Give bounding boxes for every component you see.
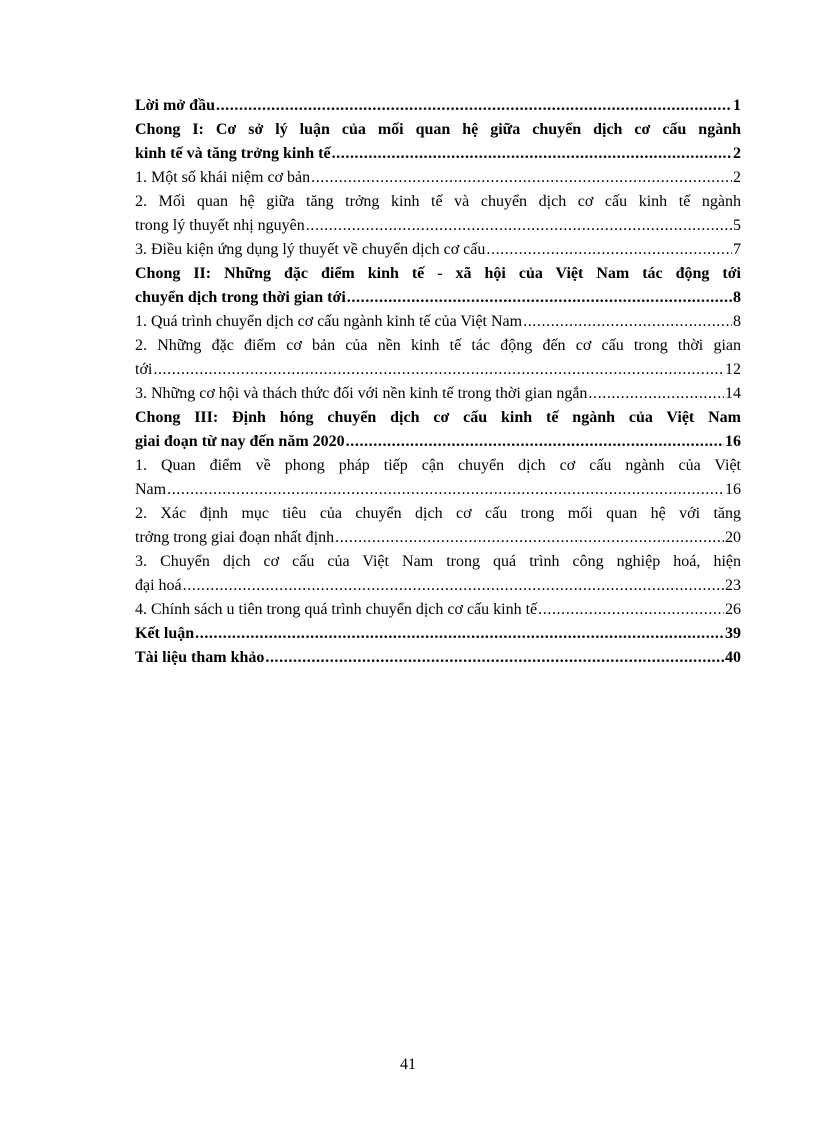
toc-entry-title: tới [135, 361, 153, 378]
toc-entry [135, 646, 741, 670]
toc-leader-dots [195, 622, 724, 646]
toc-leader-dots [216, 94, 732, 118]
toc-entry [135, 622, 741, 646]
toc-entry [135, 310, 741, 334]
toc-page-number: 2 [733, 169, 741, 186]
toc-page-number: 5 [733, 217, 741, 234]
toc-entry-title-line: 1. Quan điểm về phong pháp tiếp cận chuyển dịch cơ cấu ngành của Việt [135, 457, 741, 474]
toc-entry-title-line: 2. Những đặc điểm cơ bản của nền kinh tế tác động đến cơ cấu trong thời gian [135, 337, 741, 354]
toc-entry [135, 334, 741, 382]
toc-leader-dots [335, 526, 724, 550]
toc-leader-dots [486, 238, 732, 262]
toc-page-number: 12 [725, 361, 741, 378]
toc-entry-title-line: Chong I: Cơ sở lý luận của mối quan hệ giữa chuyển dịch cơ cấu ngành [135, 121, 741, 138]
toc-entry-title-line: Chong II: Những đặc điểm kinh tế - xã hội của Việt Nam tác động tới [135, 265, 741, 282]
toc-entry [135, 382, 741, 406]
toc-entry-title: Tài liệu tham khảo [135, 649, 265, 666]
toc-entry [135, 406, 741, 454]
toc-page-number: 14 [725, 385, 741, 402]
toc-entry-title-line: 2. Mối quan hệ giữa tăng trởng kinh tế và chuyển dịch cơ cấu kinh tế ngành [135, 193, 741, 210]
toc-entry-title: kinh tế và tăng trởng kinh tế [135, 145, 331, 162]
toc-page-number: 39 [725, 625, 741, 642]
toc-entry-title: chuyển dịch trong thời gian tới [135, 289, 346, 306]
toc-entry [135, 502, 741, 550]
toc-entry-title: đại hoá [135, 577, 182, 594]
toc-leader-dots [332, 142, 732, 166]
toc-page-number: 20 [725, 529, 741, 546]
toc-entry-title: 3. Những cơ hội và thách thức đối với nền kinh tế trong thời gian ngắn [135, 385, 588, 402]
toc-entry [135, 94, 741, 118]
toc-page-number: 40 [725, 649, 741, 666]
toc-page-number: 8 [733, 289, 741, 306]
toc-entry-title: Lời mở đầu [135, 97, 215, 114]
toc-leader-dots [311, 166, 732, 190]
toc-leader-dots [265, 646, 724, 670]
toc-entry-title-line: 3. Chuyển dịch cơ cấu của Việt Nam trong quá trình công nghiệp hoá, hiện [135, 553, 741, 570]
page-number: 41 [400, 1056, 416, 1073]
toc-entry-title: 1. Quá trình chuyển dịch cơ cấu ngành kinh tế của Việt Nam [135, 313, 523, 330]
toc-leader-dots [167, 478, 724, 502]
toc-entry [135, 190, 741, 238]
table-of-contents [135, 94, 741, 670]
toc-page-number: 16 [725, 481, 741, 498]
toc-entry [135, 118, 741, 166]
toc-page-number: 1 [733, 97, 741, 114]
toc-entry-title: giai đoạn từ nay đến năm 2020 [135, 433, 345, 450]
toc-entry [135, 550, 741, 598]
toc-page-number: 7 [733, 241, 741, 258]
toc-entry-title: 1. Một số khái niệm cơ bản [135, 169, 311, 186]
toc-leader-dots [538, 598, 724, 622]
toc-leader-dots [306, 214, 732, 238]
toc-leader-dots [346, 430, 724, 454]
toc-entry [135, 238, 741, 262]
toc-page-number: 2 [733, 145, 741, 162]
toc-leader-dots [183, 574, 724, 598]
toc-leader-dots [347, 286, 732, 310]
toc-page-number: 23 [725, 577, 741, 594]
toc-leader-dots [588, 382, 724, 406]
toc-entry [135, 598, 741, 622]
toc-entry-title: Kết luận [135, 625, 195, 642]
toc-page-number: 26 [725, 601, 741, 618]
toc-page-number: 8 [733, 313, 741, 330]
toc-entry-title-line: Chong III: Định hóng chuyển dịch cơ cấu kinh tế ngành của Việt Nam [135, 409, 741, 426]
toc-entry-title: 3. Điều kiện ứng dụng lý thuyết về chuyển dịch cơ cấu [135, 241, 486, 258]
toc-entry-title: Nam [135, 481, 167, 498]
toc-entry-title: trởng trong giai đoạn nhất định [135, 529, 335, 546]
toc-entry [135, 454, 741, 502]
toc-leader-dots [153, 358, 724, 382]
toc-page-number: 16 [725, 433, 741, 450]
toc-entry-title-line: 2. Xác định mục tiêu của chuyển dịch cơ cấu trong mối quan hệ với tăng [135, 505, 741, 522]
toc-entry [135, 166, 741, 190]
toc-entry [135, 262, 741, 310]
toc-leader-dots [523, 310, 732, 334]
toc-entry-title: 4. Chính sách u tiên trong quá trình chuyển dịch cơ cấu kinh tế [135, 601, 538, 618]
toc-entry-title: trong lý thuyết nhị nguyên [135, 217, 305, 234]
